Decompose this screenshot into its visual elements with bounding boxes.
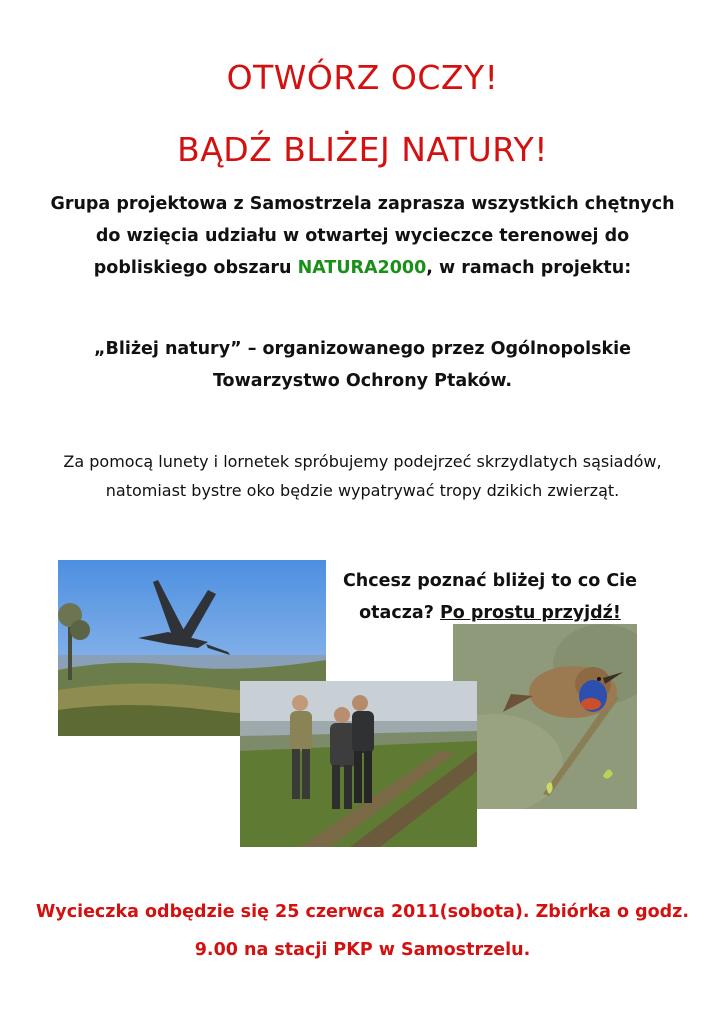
headline-open-your-eyes: OTWÓRZ OCZY! [226,58,499,97]
invite-call-to-action: Po prostu przyjdź! [439,603,621,623]
headline-closer-to-nature: BĄDŹ BLIŻEJ NATURY! [177,130,548,169]
trip-details: Wycieczka odbędzie się 25 czerwca 2011(sobota). Zbiórka o godz. 9.00 na stacji PKP w Samostrzelu. [35,902,690,960]
invite-question: Chcesz poznać bliżej to co Cie otacza? [342,571,638,623]
description-paragraph: Za pomocą lunety i lornetek spróbujemy podejrzeć skrzydlatych sąsiadów, natomiast bystre oko będzie wypatrywać tropy dzikich zwierząt. [63,452,662,500]
invite-paragraph [330,565,650,629]
project-paragraph: „Bliżej natury” – organizowanego przez Ogólnopolskie Towarzystwo Ochrony Ptaków. [93,339,631,391]
natura2000-highlight: NATURA2000 [297,258,427,278]
intro-text-end: , w ramach projektu: [426,258,632,278]
birdwatchers-photo [240,681,477,847]
intro-text-start: Grupa projektowa z Samostrzela zaprasza wszystkich chętnych do wzięcia udziału w otwartej wycieczce terenowej do pobliskiego obszaru [50,194,675,278]
intro-paragraph [40,188,685,284]
bluethroat-photo [453,624,637,809]
